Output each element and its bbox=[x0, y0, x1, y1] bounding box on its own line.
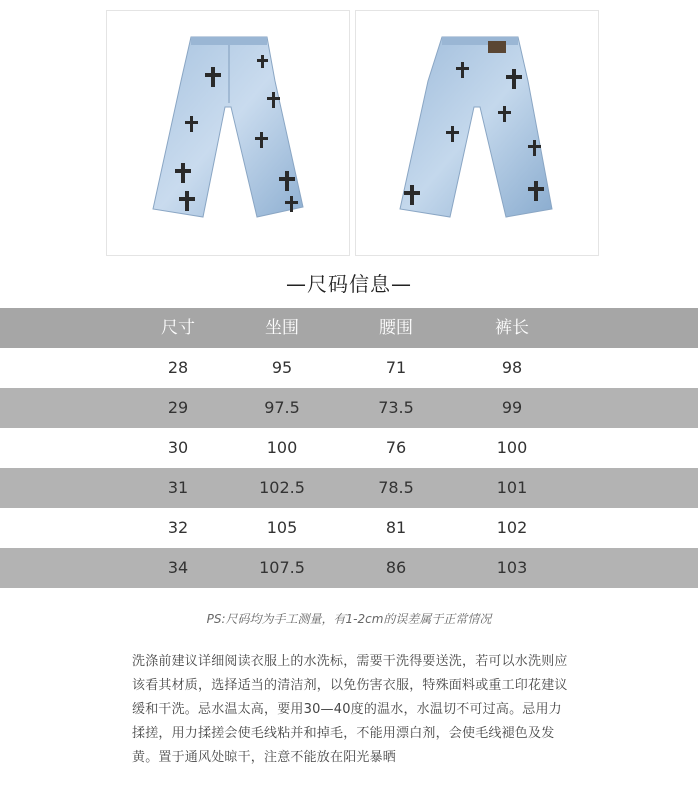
cell-size: 28 bbox=[167, 358, 189, 377]
cell-length: 103 bbox=[496, 558, 528, 577]
cell-size: 29 bbox=[167, 398, 189, 417]
table-row bbox=[0, 428, 698, 468]
cell-hip: 102.5 bbox=[259, 478, 305, 497]
table-row bbox=[0, 508, 698, 548]
cell-hip: 100 bbox=[266, 438, 298, 457]
cell-size: 31 bbox=[167, 478, 189, 497]
table-row bbox=[0, 468, 698, 508]
cell-length: 102 bbox=[496, 518, 528, 537]
cell-hip: 95 bbox=[271, 358, 293, 377]
cell-waist: 76 bbox=[385, 438, 407, 457]
cell-length: 99 bbox=[501, 398, 523, 417]
measurement-note: PS:尺码均为手工测量，有1-2cm的误差属于正常情况 bbox=[206, 612, 492, 626]
header-length: 裤长 bbox=[495, 318, 529, 338]
table-row bbox=[0, 348, 698, 388]
cell-hip: 97.5 bbox=[264, 398, 300, 417]
cell-size: 32 bbox=[167, 518, 189, 537]
cell-length: 98 bbox=[501, 358, 523, 377]
table-row bbox=[0, 548, 698, 588]
size-table bbox=[0, 308, 698, 588]
cell-hip: 107.5 bbox=[259, 558, 305, 577]
jeans-front-photo bbox=[106, 10, 350, 256]
product-photos bbox=[0, 10, 698, 258]
section-title: —尺码信息— bbox=[286, 272, 412, 296]
header-waist: 腰围 bbox=[379, 318, 413, 338]
cell-length: 101 bbox=[496, 478, 528, 497]
leather-patch-icon bbox=[488, 41, 506, 53]
jeans-back-illustration bbox=[356, 11, 600, 257]
cell-waist: 71 bbox=[385, 358, 407, 377]
header-size: 尺寸 bbox=[161, 318, 195, 338]
cell-waist: 81 bbox=[385, 518, 407, 537]
cell-waist: 78.5 bbox=[378, 478, 414, 497]
cell-size: 30 bbox=[167, 438, 189, 457]
cell-waist: 86 bbox=[385, 558, 407, 577]
size-table-header bbox=[0, 308, 698, 348]
care-instructions: 洗涤前建议详细阅读衣服上的水洗标，需要干洗得要送洗，若可以水洗则应该看其材质，选择适当的清洁剂，以免伤害衣服，特殊面料或重工印花建议缓和干洗。忌水温太高，要用30—40度的温水，水温切不可过高。忌用力揉搓，用力揉搓会使毛线粘并和掉毛，不能用漂白剂，会使毛线褪色及发黄。置于通风处晾干，注意不能放在阳光暴晒 bbox=[132, 654, 568, 765]
table-row bbox=[0, 388, 698, 428]
jeans-front-illustration bbox=[107, 11, 351, 257]
jeans-back-photo bbox=[355, 10, 599, 256]
cell-hip: 105 bbox=[266, 518, 298, 537]
cell-size: 34 bbox=[167, 558, 189, 577]
header-hip: 坐围 bbox=[265, 318, 299, 338]
cell-waist: 73.5 bbox=[378, 398, 414, 417]
cell-length: 100 bbox=[496, 438, 528, 457]
